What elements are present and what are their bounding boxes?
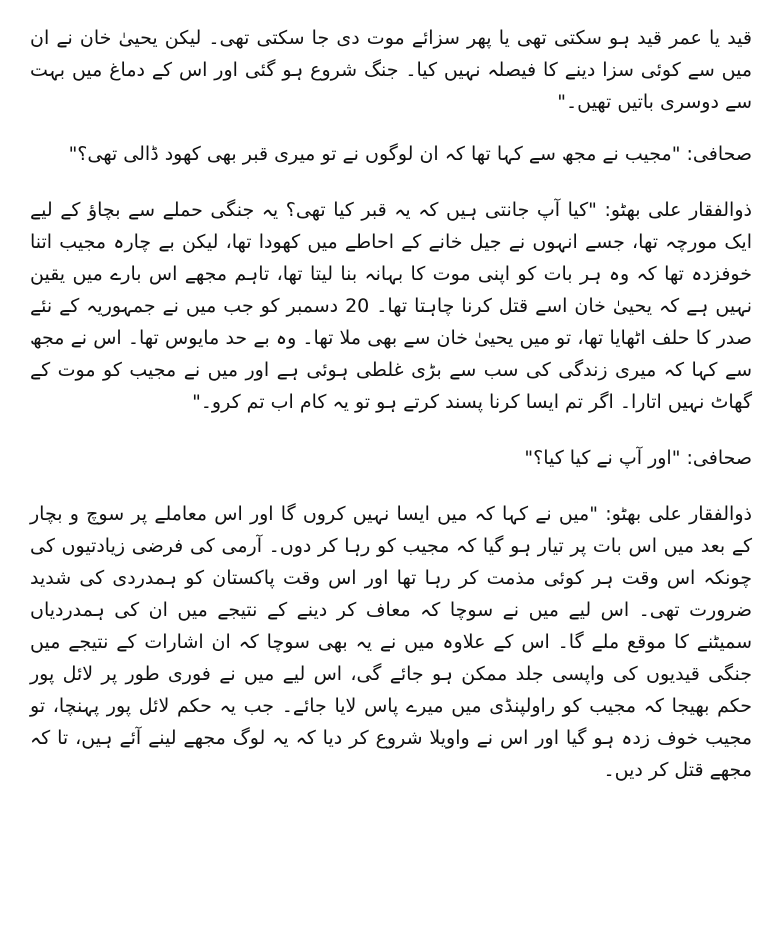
speaker-label: ذوالفقار علی بھٹو:	[596, 199, 752, 221]
paragraph-text: "میں نے کہا کہ میں ایسا نہیں کروں گا اور اس معاملے پر سوچ و بچار کے بعد میں اس بات پر تیار ہو گیا کہ مجیب کو رہا کر دوں۔ آرمی کی فرضی زیادتیوں کی چونکہ اس وقت ہر کوئی مذمت کر رہا تھا اور اس وقت پاکستان کو ہمدردی کی شدید ضرورت تھی۔ اس لیے میں نے سوچا کہ معاف کر دینے کے نتیجے میں ان کی ہمدردیاں سمیٹنے کا موقع ملے گا۔ اس کے علاوہ میں نے یہ بھی سوچا کہ ان اشارات کے نتیجے میں جنگی قیدیوں کی واپسی جلد ممکن ہو جائے گی، اس لیے میں نے فوری طور پر لائل پور حکم بھیجا کہ مجیب کو راولپنڈی میں میرے پاس لایا جائے۔ جب یہ حکم لائل پور پہنچا، تو مجیب خوف زدہ ہو گیا اور اس نے واویلا شروع کر دیا کہ یہ لوگ مجھے لینے آئے ہیں، تا کہ مجھے قتل کر دیں۔	[30, 503, 752, 781]
document-page	[30, 22, 752, 786]
paragraph-journalist-question	[30, 442, 752, 474]
speaker-label: ذوالفقار علی بھٹو:	[597, 503, 752, 525]
paragraph-text: قید یا عمر قید ہو سکتی تھی یا پھر سزائے موت دی جا سکتی تھی۔ لیکن یحییٰ خان نے ان میں سے کوئی سزا دینے کا فیصلہ نہیں کیا۔ جنگ شروع ہو گئی اور اس کے دماغ میں بہت سے دوسری باتیں تھیں۔"	[30, 27, 752, 113]
paragraph-text: "کیا آپ جانتی ہیں کہ یہ قبر کیا تھی؟ یہ جنگی حملے سے بچاؤ کے لیے ایک مورچہ تھا، جسے انہوں نے جیل خانے کے احاطے میں کھودا تھا، لیکن بے چارہ مجیب اتنا خوفزدہ تھا کہ وہ ہر بات کو اپنی موت کا بہانہ بنا لیتا تھا، تاہم مجھے اس بارے میں یقین نہیں ہے کہ یحییٰ خان اسے قتل کرنا چاہتا تھا۔ 20 دسمبر کو جب میں نے جمہوریہ کے نئے صدر کا حلف اٹھایا تھا، تو میں یحییٰ خان سے بھی ملا تھا۔ وہ بے حد مایوس تھا۔ اس نے مجھ سے کہا کہ میری زندگی کی سب سے بڑی غلطی ہوئی ہے اور میں نے مجیب کو موت کے گھاٹ نہیں اتارا۔ اگر تم ایسا کرنا پسند کرتے ہو تو یہ کام اب تم کرو۔"	[30, 199, 752, 413]
paragraph-text: "مجیب نے مجھ سے کہا تھا کہ ان لوگوں نے تو میری قبر بھی کھود ڈالی تھی؟"	[68, 143, 681, 165]
paragraph-text: "اور آپ نے کیا کیا؟"	[524, 447, 681, 469]
speaker-label: صحافی:	[680, 143, 752, 165]
paragraph-bhutto-answer	[30, 498, 752, 786]
speaker-label: صحافی:	[680, 447, 752, 469]
paragraph-bhutto-answer	[30, 194, 752, 418]
paragraph-journalist-question	[30, 138, 752, 170]
paragraph-narration	[30, 22, 752, 118]
